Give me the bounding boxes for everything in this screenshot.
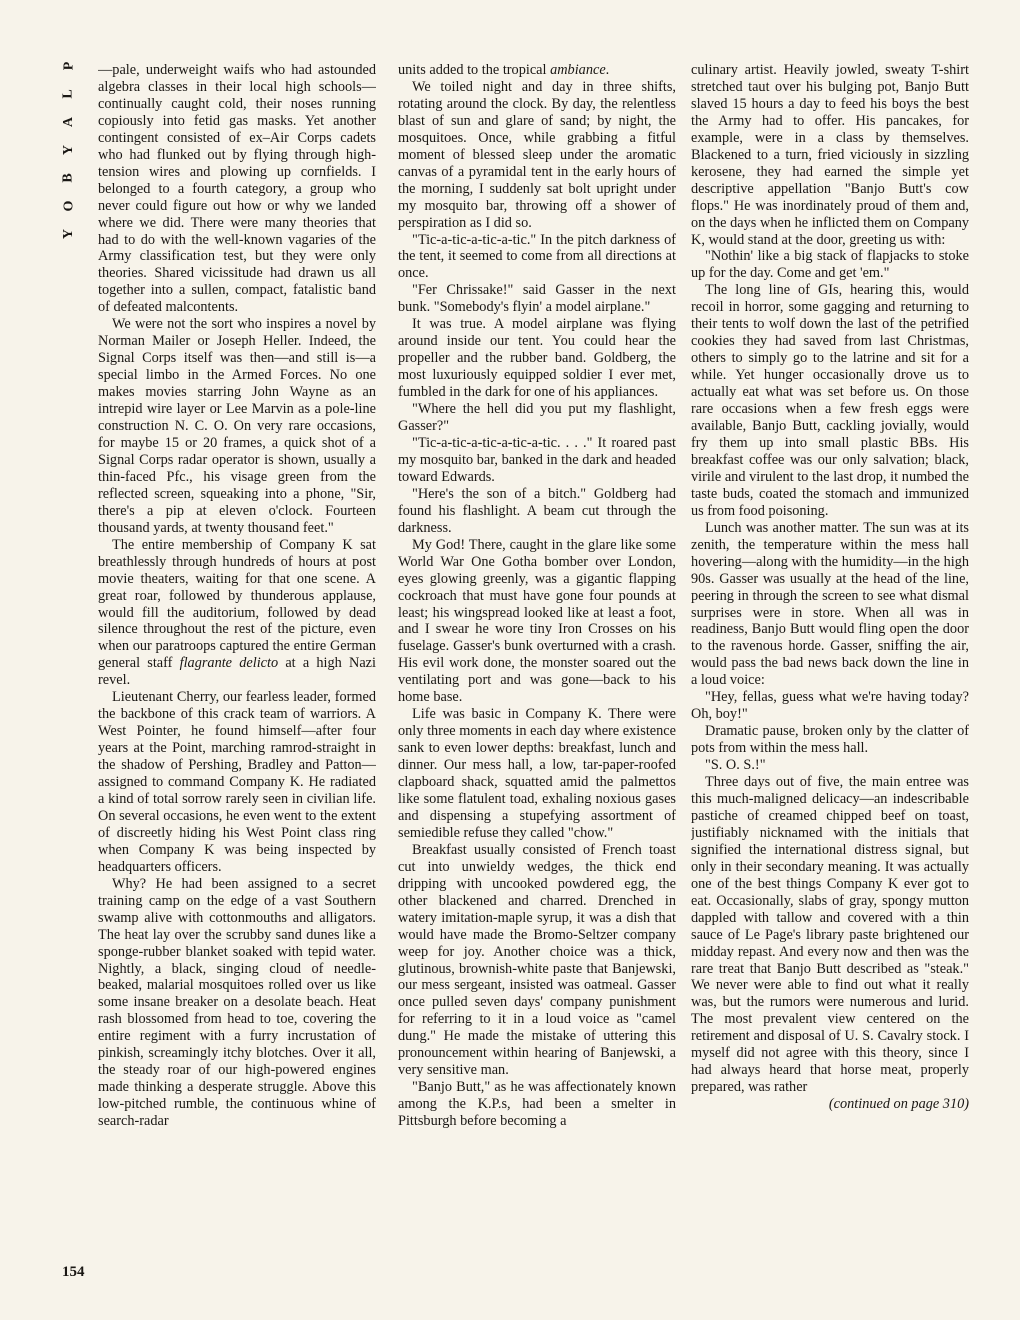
paragraph — [398, 62, 676, 79]
paragraph: "Hey, fellas, guess what we're having today? Oh, boy!" — [691, 689, 969, 723]
paragraph: "Banjo Butt," as he was affectionately known among the K.P.s, had been a smelter in Pittsburgh before becoming a — [398, 1079, 676, 1130]
paragraph: "S. O. S.!" — [705, 757, 766, 774]
paragraph: "Here's the son of a bitch." Goldberg had found his flashlight. A beam cut through the darkness. — [398, 485, 676, 536]
paragraph: "Where the hell did you put my flashlight, Gasser?" — [398, 401, 676, 435]
paragraph: —pale, underweight waifs who had astounded algebra classes in their local high schools—continually caught cold, their noses running copiously into fetid gas masks. Yet another contingent consisted of ex–Air Corps cadets who had flunked out by flying through high-tension wires and plowing up cornfields. I belonged to a fourth category, a group who never could figure out how or why we landed where we did. There were many theories that had to do with the well-known vagaries of the Army classification test, but they were only theories. Shared vicissitude had drawn us all together into a sullen, compact, fatalistic band of defeated malcontents. — [98, 62, 376, 316]
running-head-letter: A — [61, 114, 76, 128]
continued-line: (continued on page 310) — [828, 1096, 969, 1113]
paragraph: culinary artist. Heavily jowled, sweaty T-shirt stretched taut over his bulging pot, Banjo Butt slaved 15 hours a day to feed his boys the best the Army had to offer. His pancakes, for example, were in a class by themselves. Blackened to a turn, fried viciously in sizzling kerosene, they had earned the simple yet descriptive appellation "Banjo Butt's cow flops." He was inordinately proud of them and, on the days when he inflicted them on Company K, would stand at the door, greeting us with: — [691, 62, 969, 248]
paragraph: "Tic-a-tic-a-tic-a-tic-a-tic. . . ." It roared past my mosquito bar, banked in the dark and headed toward Edwards. — [398, 434, 676, 485]
paragraph: The long line of GIs, hearing this, would recoil in horror, some gagging and returning to their tents to wolf down the last of the petrified cookies they had saved from last Christmas, others to simply go to the latrine and sit for a while. Yet hunger occasionally drove us to actually eat what was set before us. On those rare occasions when a few fresh eggs were available, Banjo Butt, cackling jovially, would fry them up into small plastic BBs. His breakfast coffee was our only salvation; black, virile and virulent to the last drop, it numbed the taste buds, coated the stomach and immunized us from food poisoning. — [691, 282, 969, 519]
column-1 — [98, 62, 376, 1302]
paragraph: Life was basic in Company K. There were only three moments in each day where existence sank to even lower depths: breakfast, lunch and dinner. Our mess hall, a low, tar-paper-roofed clapboard shack, squatted amid the palmettos like some flatulent toad, exhaling noxious gases and dispensing a stupefying assortment of semiedible refuse they called "chow." — [398, 706, 676, 841]
paragraph: "Fer Chrissake!" said Gasser in the next bunk. "Somebody's flyin' a model airplane." — [398, 282, 676, 316]
running-head-letter: B — [61, 171, 76, 183]
paragraph: It was true. A model airplane was flying around inside our tent. You could hear the propeller and the rubber band. Goldberg, the most luxuriously equipped soldier I ever met, fumbled in the dark for one of his appliances. — [398, 316, 676, 401]
paragraph: Breakfast usually consisted of French toast cut into unwieldy wedges, the thick end dripping with uncooked powdered egg, the other blackened and charred. Drenched in watery imitation-maple syrup, it was a dish that would have made the Bromo-Seltzer company weep for joy. Another choice was a thick, glutinous, brownish-white paste that Banjewski, our mess sergeant, insisted was oatmeal. Gasser once pulled seven days' company punishment for referring to it in a loud voice as "camel dung." He made the mistake of uttering this pronouncement within hearing of Banjewski, a very sensitive man. — [398, 841, 676, 1079]
paragraph: "Nothin' like a big stack of flapjacks to stoke up for the day. Come and get 'em." — [691, 248, 969, 282]
paragraph-text: units added to the tropical — [398, 62, 551, 78]
running-head-letter: Y — [61, 226, 76, 240]
paragraph-text: . — [605, 62, 610, 78]
paragraph — [98, 537, 376, 690]
paragraph-text: The entire membership of Company K sat breathlessly through hundreds of hours at post movie theaters, waiting for that one scene. A great roar, followed by thunderous applause, would fill the auditorium, followed by dead silence throughout the rest of the picture, even when our paratroops captured the entire German general staff — [98, 536, 376, 672]
page-number: 154 — [62, 1264, 85, 1280]
running-head-letter: L — [61, 87, 76, 99]
running-head-letter: Y — [61, 142, 76, 156]
paragraph-text: at a high Nazi revel. — [98, 655, 376, 689]
column-2 — [398, 62, 676, 1302]
column-3 — [691, 62, 969, 1302]
paragraph: We toiled night and day in three shifts, rotating around the clock. By day, the relentless blast of sun and glare of sand; by night, the mosquitoes. Once, while grabbing a fitful moment of blessed sleep under the aromatic canvas of a pyramidal tent in the early hours of the morning, I suddenly sat bolt upright under my mosquito bar, throwing off a shower of perspiration as I did so. — [398, 78, 676, 231]
paragraph: We were not the sort who inspires a novel by Norman Mailer or Joseph Heller. Indeed, the Signal Corps itself was then—and still is—a special limbo in the Armed Forces. No one makes movies starring John Wayne as an intrepid wire layer or Lee Marvin as a pole-line construction N. C. O. On very rare occasions, for maybe 15 or 20 frames, a quick shot of a Signal Corps radar operator is shown, usually a thin-faced Pfc., his visage green from the reflected screen, squeaking into a phone, "Sir, there's a pip at eleven o'clock. Fourteen thousand yards, at twenty thousand feet." — [98, 316, 376, 536]
paragraph: Dramatic pause, broken only by the clatter of pots from within the mess hall. — [691, 723, 969, 757]
running-head-letter: P — [61, 59, 76, 71]
italic-phrase: ambiance — [550, 62, 606, 78]
italic-phrase: flagrante delicto — [179, 655, 279, 672]
paragraph: "Tic-a-tic-a-tic-a-tic." In the pitch darkness of the tent, it seemed to come from all directions at once. — [398, 231, 676, 282]
paragraph: Why? He had been assigned to a secret training camp on the edge of a vast Southern swamp alive with cottonmouths and alligators. The heat lay over the scrubby sand dunes like a sponge-rubber blanket soaked with tepid water. Nightly, a black, singing cloud of needle-beaked, malarial mosquitoes rolled over us like some insane breaker on a desolate beach. Heat rash blossomed from head to toe, covering the entire regiment with a furry incrustation of pinkish, screamingly itchy blotches. Over it all, the steady roar of our high-powered engines made thinking a desperate struggle. Above this low-pitched rumble, the continuous whine of search-radar — [98, 875, 376, 1130]
paragraph: My God! There, caught in the glare like some World War One Gotha bomber over London, eyes glowing greenly, was a gigantic flapping cockroach that must have gone four pounds at least; his wingspread looked like at least a foot, and I swear he wore tiny Iron Crosses on his fuselage. Gasser's bunk overturned with a crash. His evil work done, the monster soared out the ventilating port and was gone—back to his home base. — [398, 536, 676, 706]
paragraph: Lunch was another matter. The sun was at its zenith, the temperature within the mess hall hovering—along with the humidity—in the high 90s. Gasser was usually at the head of the line, peering in through the screen to see what dismal surprises were in store. When all was in readiness, Banjo Butt would fling open the door to the ravenous horde. Gasser, sniffing the air, would pass the bad news back down the line in a loud voice: — [691, 519, 969, 689]
paragraph: Lieutenant Cherry, our fearless leader, formed the backbone of this crack team of warriors. A West Pointer, he found himself—after four years at the Point, marching ramrod-straight in the shadow of Pershing, Bradley and Patton—assigned to command Company K. He radiated a kind of total sorrow rarely seen in civilian life. On several occasions, he even went to the extent of discreetly hiding his West Point class ring when Company K was being inspected by headquarters officers. — [98, 689, 376, 875]
running-head-letter: O — [60, 198, 76, 212]
paragraph: Three days out of five, the main entree was this much-maligned delicacy—an indescribable pastiche of creamed chipped beef on toast, justifiably nicknamed with the initials that signified the international distress signal, but only in their secondary meaning. It was actually one of the best things Company K ever got to eat. Occasionally, slabs of gray, spongy mutton dappled with tallow and covered with a thin sauce of Le Page's library paste brightened our midday repast. And every now and then was the rare treat that Banjo Butt described as "steak." We never were able to find out what it really was, but the rumors were numerous and lurid. The most prevalent view centered on the retirement and disposal of U. S. Cavalry stock. I myself did not agree with this theory, since I had always heard that horse meat, properly prepared, was rather — [691, 774, 969, 1096]
running-head — [58, 58, 80, 254]
